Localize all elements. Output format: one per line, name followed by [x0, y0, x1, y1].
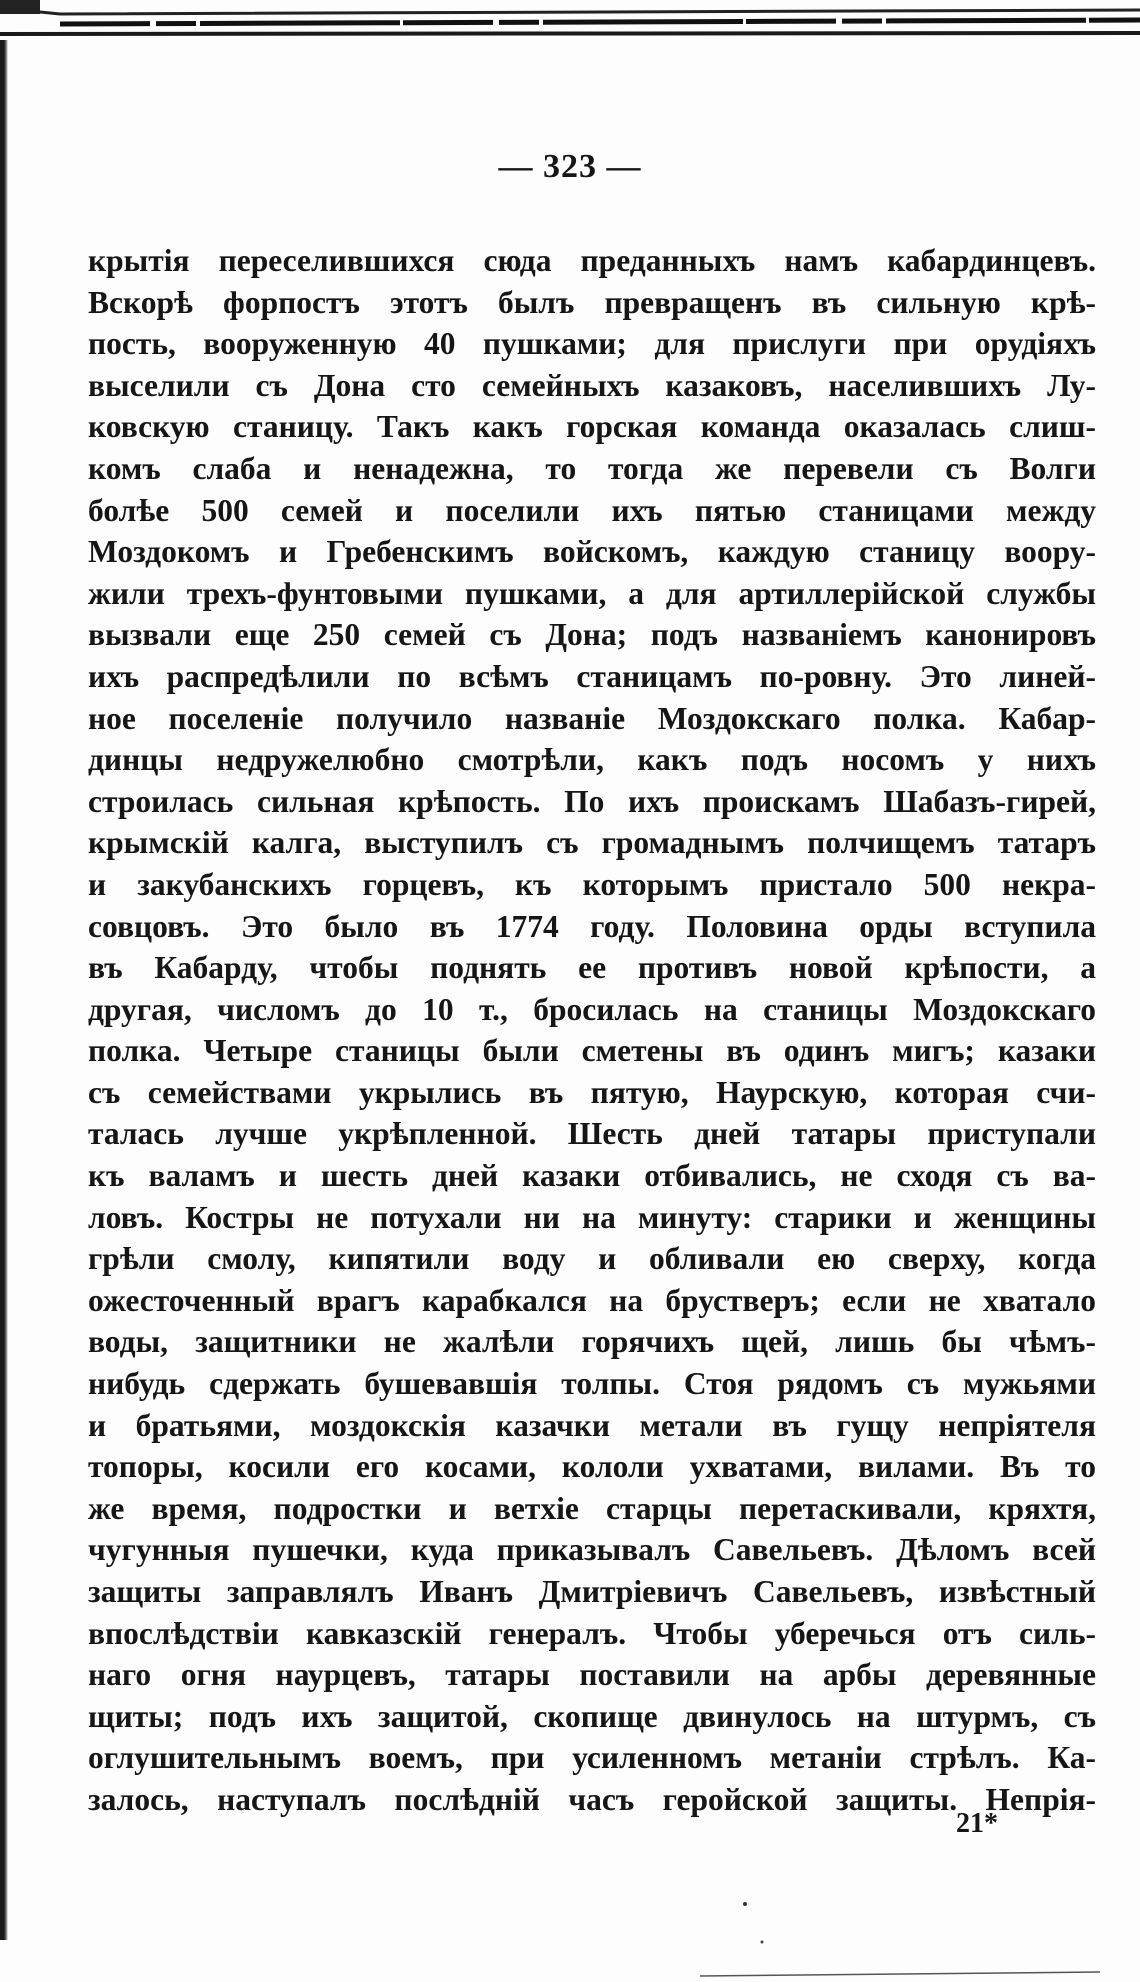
text-line: талась лучше укрѣпленной. Шесть дней татары приступали — [88, 1116, 1096, 1152]
text-line: и братьями, моздокскія казачки метали въ гущу непріятеля — [88, 1407, 1096, 1443]
text-line: же время, подростки и ветхіе старцы перетаскивали, кряхтя, — [88, 1490, 1096, 1526]
text-line: и закубанскихъ горцевъ, къ которымъ пристало 500 некра- — [88, 866, 1096, 902]
text-line: крытія переселившихся сюда преданныхъ намъ кабардинцевъ. — [88, 243, 1096, 278]
text-line: къ валамъ и шесть дней казаки отбивались, не сходя съ ва- — [88, 1158, 1096, 1194]
printer-signature-mark: 21* — [956, 1808, 998, 1839]
body-text — [88, 240, 1096, 1821]
text-line: щиты; подъ ихъ защитой, скопище двинулось на штурмъ, съ — [88, 1698, 1096, 1734]
bottom-scan-specks — [0, 1880, 1140, 1982]
text-line: ожесточенный врагъ карабкался на брустверъ; если не хватало — [88, 1282, 1096, 1318]
text-line: ковскую станицу. Такъ какъ горская команда оказалась слиш- — [88, 409, 1096, 445]
text-line: въ Кабарду, чтобы поднять ее противъ новой крѣпости, а — [88, 950, 1096, 986]
text-line: совцовъ. Это было въ 1774 году. Половина орды вступила — [88, 908, 1096, 944]
text-line: Вскорѣ форпостъ этотъ былъ превращенъ въ сильную крѣ- — [88, 284, 1096, 320]
text-line: съ семействами укрылись въ пятую, Наурскую, которая счи- — [88, 1074, 1096, 1110]
text-line: воды, защитники не жалѣли горячихъ щей, лишь бы чѣмъ- — [88, 1324, 1096, 1360]
text-line: другая, числомъ до 10 т., бросилась на станицы Моздокскаго — [88, 991, 1096, 1027]
text-line: защиты заправлялъ Иванъ Дмитріевичъ Савельевъ, извѣстный — [88, 1574, 1096, 1609]
text-line: ное поселеніе получило названіе Моздокскаго полка. Кабар- — [88, 700, 1096, 736]
text-line: Моздокомъ и Гребенскимъ войскомъ, каждую станицу воору- — [88, 534, 1096, 570]
text-line: залось, наступалъ послѣдній часъ геройской защиты. Непрія- — [88, 1781, 1096, 1817]
text-line: наго огня наурцевъ, татары поставили на арбы деревянные — [88, 1657, 1096, 1693]
text-line: вызвали еще 250 семей съ Дона; подъ названіемъ канонировъ — [88, 617, 1096, 653]
text-line: грѣли смолу, кипятили воду и обливали ею сверху, когда — [88, 1241, 1096, 1277]
text-line: оглушительнымъ воемъ, при усиленномъ метаніи стрѣлъ. Ка- — [88, 1740, 1096, 1776]
text-line: болѣе 500 семей и поселили ихъ пятью станицами между — [88, 492, 1096, 528]
page-number: — 323 — — [498, 148, 642, 185]
text-line: крымскій калга, выступилъ съ громаднымъ полчищемъ татаръ — [88, 825, 1096, 861]
text-line: комъ слаба и ненадежна, то тогда же перевели съ Волги — [88, 450, 1096, 486]
text-line: полка. Четыре станицы были сметены въ одинъ мигъ; казаки — [88, 1033, 1096, 1069]
text-line: выселили съ Дона сто семейныхъ казаковъ, населившихъ Лу- — [88, 367, 1096, 403]
text-line: впослѣдствіи кавказскій генералъ. Чтобы уберечься отъ силь- — [88, 1615, 1096, 1651]
page-left-edge-shadow — [0, 40, 8, 1940]
top-border-rule — [0, 0, 1140, 60]
text-line: чугунныя пушечки, куда приказывалъ Савельевъ. Дѣломъ всей — [88, 1532, 1096, 1568]
text-line: топоры, косили его косами, кололи ухватами, вилами. Въ то — [88, 1449, 1096, 1485]
text-line: нибудь сдержать бушевавшія толпы. Стоя рядомъ съ мужьями — [88, 1366, 1096, 1402]
text-line: жили трехъ-фунтовыми пушками, а для артиллерійской службы — [88, 575, 1096, 611]
text-line: динцы недружелюбно смотрѣли, какъ подъ носомъ у нихъ — [88, 742, 1096, 778]
text-line: строилась сильная крѣпость. По ихъ проискамъ Шабазъ-гирей, — [88, 783, 1096, 819]
text-line: ловъ. Костры не потухали ни на минуту: старики и женщины — [88, 1199, 1096, 1235]
text-line: ихъ распредѣлили по всѣмъ станицамъ по-ровну. Это линей- — [88, 658, 1096, 694]
text-line: пость, вооруженную 40 пушками; для прислуги при орудіяхъ — [88, 326, 1096, 362]
